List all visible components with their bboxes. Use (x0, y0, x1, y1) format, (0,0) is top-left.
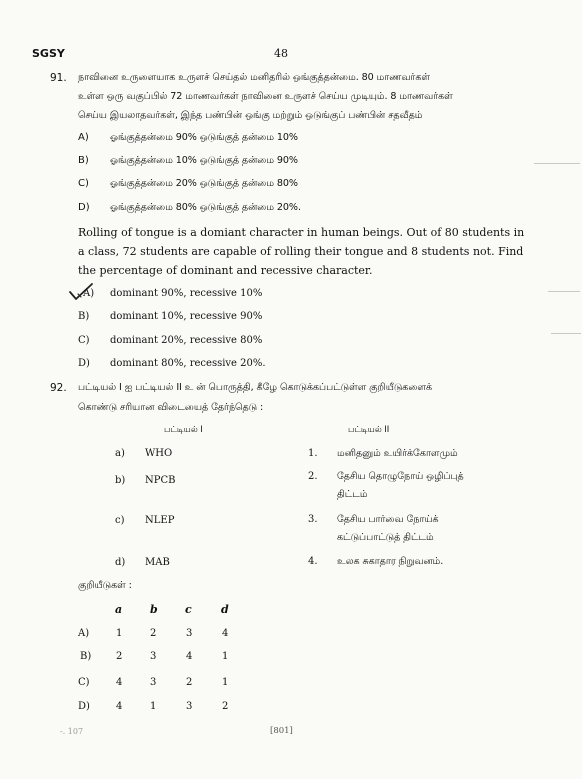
question-text-english: the percentage of dominant and recessive character. (78, 264, 373, 277)
question-text-english: a class, 72 students are capable of rolling their tongue and 8 students not. Find (78, 245, 524, 258)
code-value: 1 (116, 628, 123, 639)
option-label: B) (78, 311, 90, 322)
code-row-label: D) (78, 701, 90, 712)
code-value: 1 (222, 651, 229, 662)
list1-label: d) (115, 557, 126, 568)
question-text-tamil: உள்ள ஒரு வகுப்பில் 72 மாணவர்கள் நாவினை உருளச் செய்ய முடியும். 8 மாணவர்கள் (78, 91, 453, 102)
option-label: C) (78, 335, 90, 346)
option-text: dominant 10%, recessive 90% (110, 311, 263, 322)
list1-item: MAB (145, 557, 170, 568)
code-header: a (115, 603, 123, 616)
option-label: A) (83, 288, 95, 299)
code-value: 1 (150, 701, 157, 712)
list2-item: கட்டுப்பாட்டுத் திட்டம் (337, 532, 434, 543)
option-text: dominant 20%, recessive 80% (110, 335, 263, 346)
list2-item: மனிதனும் உயிர்க்கோளமும் (337, 448, 458, 459)
list1-item: NPCB (145, 475, 176, 486)
list1-item: WHO (145, 448, 173, 459)
list2-number: 4. (308, 556, 318, 567)
code-row-label: B) (80, 651, 92, 662)
list2-number: 1. (308, 448, 318, 459)
option-text: ஓங்குத்தன்மை 80% ஒடுங்குத் தன்மை 20%. (110, 202, 301, 213)
code-value: 3 (150, 677, 157, 688)
question-text-tamil: கொண்டு சரியான விடையைத் தேர்ந்தெடு : (78, 402, 264, 413)
option-label: D) (78, 202, 90, 213)
code-value: 4 (186, 651, 193, 662)
question-text-tamil: செய்ய இயலாதவர்கள், இந்த பண்பின் ஒங்கு மற்றும் ஒடுங்குப் பண்பின் சதவீதம் (78, 110, 423, 121)
question-text-tamil: நாவினை உருளையாக உருளச் செய்தல் மனிதரில் ஒங்குத்தன்மை. 80 மாணவர்கள் (78, 72, 430, 83)
list1-label: b) (115, 475, 126, 486)
option-label: B) (78, 155, 89, 166)
option-text: dominant 90%, recessive 10% (110, 288, 263, 299)
list1-header: பட்டியல் I (164, 425, 203, 435)
question-number: 92. (50, 382, 67, 394)
question-number: 91. (50, 72, 67, 84)
list2-item: திட்டம் (337, 489, 368, 500)
code-value: 2 (186, 677, 193, 688)
footer-code: -. 107 (60, 727, 84, 736)
code-value: 3 (186, 628, 193, 639)
option-label: A) (78, 132, 89, 143)
code-header: b (150, 603, 158, 616)
scan-edge-mark (534, 163, 580, 164)
footer-page-code: [801] (270, 726, 293, 736)
code-value: 2 (150, 628, 157, 639)
list2-item: தேசிய பார்வை நோய்க் (337, 514, 439, 525)
scan-edge-mark (548, 291, 580, 292)
option-text: ஓங்குத்தன்மை 90% ஒடுங்குத் தன்மை 10% (110, 132, 298, 143)
code-value: 1 (222, 677, 229, 688)
list2-item: உலக சுகாதார நிறுவனம். (337, 556, 444, 567)
option-label: D) (78, 358, 90, 369)
list2-header: பட்டியல் II (348, 425, 390, 435)
codes-label: குறியீடுகள் : (78, 580, 132, 591)
option-text: dominant 80%, recessive 20%. (110, 358, 266, 369)
option-text: ஓங்குத்தன்மை 10% ஒடுங்குத் தன்மை 90% (110, 155, 298, 166)
list1-label: a) (115, 448, 125, 459)
scan-edge-mark (551, 333, 581, 334)
code-value: 4 (222, 628, 229, 639)
option-label: C) (78, 178, 89, 189)
code-header: d (221, 603, 229, 616)
option-text: ஓங்குத்தன்மை 20% ஒடுங்குத் தன்மை 80% (110, 178, 298, 189)
question-text-english: Rolling of tongue is a domiant character in human beings. Out of 80 students in (78, 226, 525, 239)
code-value: 2 (222, 701, 229, 712)
code-header: c (185, 603, 192, 616)
code-row-label: A) (78, 628, 90, 639)
code-value: 3 (186, 701, 193, 712)
list2-number: 2. (308, 471, 318, 482)
list2-number: 3. (308, 514, 318, 525)
list1-label: c) (115, 515, 125, 526)
code-value: 2 (116, 651, 123, 662)
code-value: 4 (116, 701, 123, 712)
page-number: 48 (274, 47, 288, 60)
code-value: 4 (116, 677, 123, 688)
list1-item: NLEP (145, 515, 175, 526)
page-code: SGSY (32, 47, 65, 60)
code-row-label: C) (78, 677, 90, 688)
code-value: 3 (150, 651, 157, 662)
question-text-tamil: பட்டியல் I ஐ பட்டியல் II உ ன் பொருத்தி, கீழே கொடுக்கப்பட்டுள்ள குறியீடுகளைக் (78, 382, 432, 393)
list2-item: தேசிய தொழுநோய் ஒழிப்புத் (337, 471, 464, 482)
